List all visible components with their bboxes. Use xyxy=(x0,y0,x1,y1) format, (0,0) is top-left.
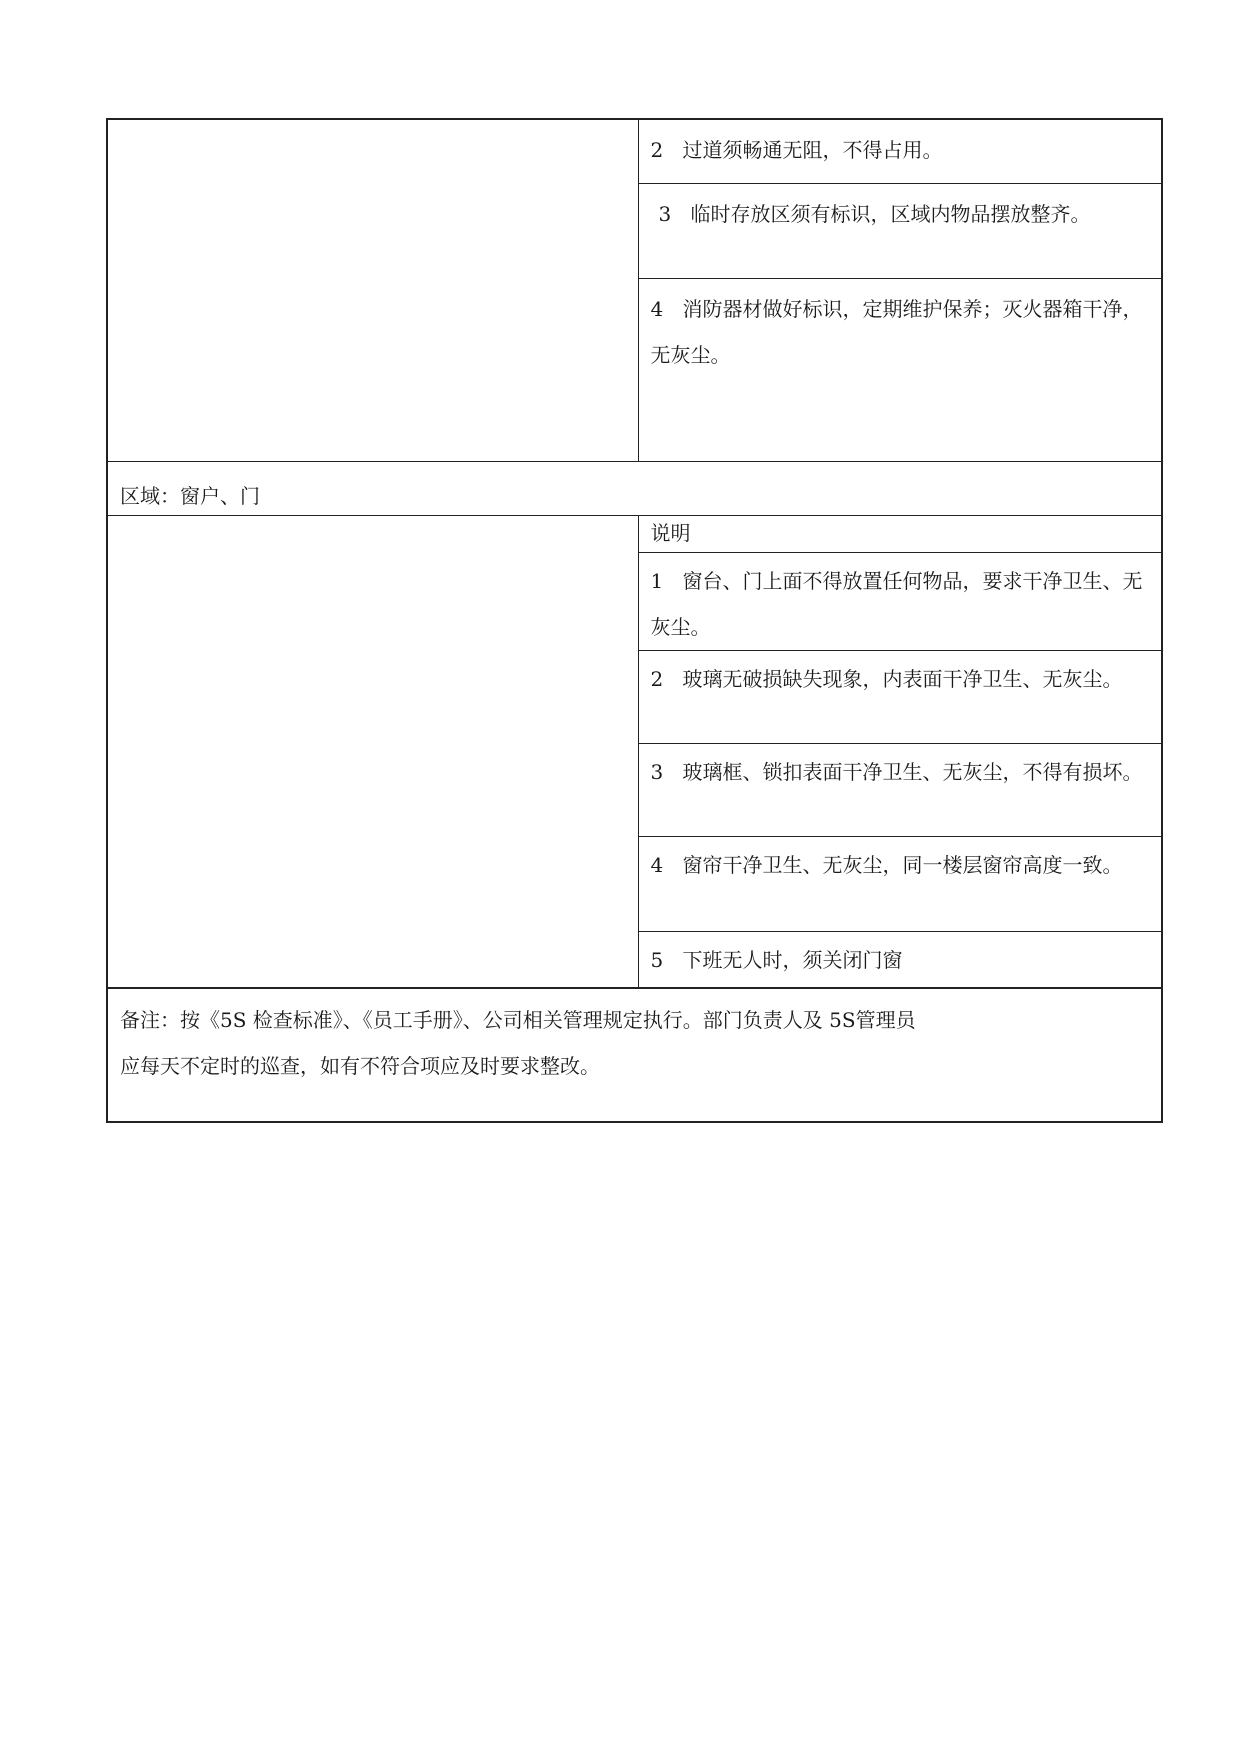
table-row xyxy=(107,988,1162,1122)
requirement-cell xyxy=(638,836,1162,931)
item-number: 4 xyxy=(650,296,664,321)
requirement-cell xyxy=(638,278,1162,461)
requirement-cell xyxy=(638,743,1162,836)
item-number: 2 xyxy=(650,138,664,162)
area-label-cell xyxy=(107,461,1162,515)
item-text: 临时存放区须有标识，区域内物品摆放整齐。 xyxy=(690,201,1091,226)
notes-cell xyxy=(107,988,1162,1122)
item-text: 窗帘干净卫生、无灰尘，同一楼层窗帘高度一致。 xyxy=(682,852,1123,877)
item-text: 玻璃框、锁扣表面干净卫生、无灰尘，不得有损坏。 xyxy=(682,759,1143,784)
item-number: 3 xyxy=(650,759,664,784)
item-text: 窗台、门上面不得放置任何物品，要求干净卫生、无灰尘。 xyxy=(650,568,1143,639)
item-number: 2 xyxy=(650,666,664,691)
header-cell xyxy=(638,515,1162,552)
notes-line-1: 备注：按《5S 检查标准》、《员工手册》、公司相关管理规定执行。部门负责人及 5S管理员 xyxy=(120,1008,916,1032)
requirement-cell xyxy=(638,552,1162,650)
notes-line-2: 应每天不定时的巡查，如有不符合项应及时要求整改。 xyxy=(120,1054,600,1078)
table-row xyxy=(107,515,1162,552)
requirement-cell xyxy=(638,650,1162,743)
notes xyxy=(108,989,1161,1115)
table-row xyxy=(107,461,1162,515)
requirement-cell xyxy=(638,183,1162,278)
requirement-cell xyxy=(638,931,1162,988)
photo-area-cell xyxy=(107,515,638,988)
requirement-cell xyxy=(638,119,1162,183)
table-row xyxy=(107,119,1162,183)
area-label: 区域：窗户、门 xyxy=(120,483,260,508)
item-number: 5 xyxy=(650,947,664,972)
item-text: 过道须畅通无阻，不得占用。 xyxy=(682,138,943,162)
item-number: 3 xyxy=(658,201,672,226)
item-text: 玻璃无破损缺失现象，内表面干净卫生、无灰尘。 xyxy=(682,666,1123,691)
item-text: 下班无人时，须关闭门窗 xyxy=(682,947,903,972)
inspection-standard-table xyxy=(106,118,1163,1123)
item-number: 1 xyxy=(650,568,664,593)
item-number: 4 xyxy=(650,852,664,877)
item-text: 消防器材做好标识，定期维护保养；灭火器箱干净，无灰尘。 xyxy=(650,296,1143,367)
photo-area-cell xyxy=(107,119,638,461)
column-header: 说明 xyxy=(650,520,691,545)
